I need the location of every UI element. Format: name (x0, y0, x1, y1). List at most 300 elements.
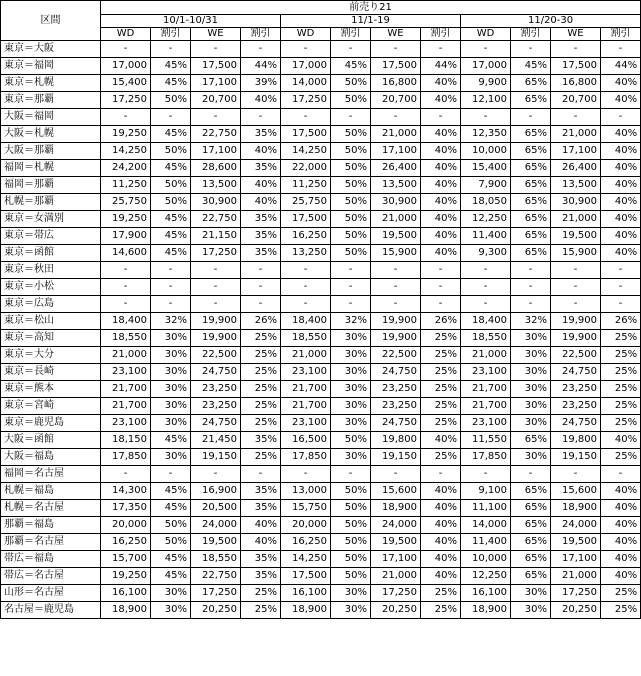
fare-cell: 17,900 (101, 228, 151, 245)
fare-cell: 15,400 (461, 160, 511, 177)
discount-cell: 25% (601, 347, 641, 364)
route-cell: 東京＝女満別 (1, 211, 101, 228)
discount-cell: 40% (421, 483, 461, 500)
fare-cell: 16,500 (281, 432, 331, 449)
table-row (1, 160, 641, 177)
discount-cell: 40% (601, 483, 641, 500)
fare-cell: 18,900 (551, 500, 601, 517)
discount-cell: 40% (601, 568, 641, 585)
fare-cell: 17,250 (191, 245, 241, 262)
fare-cell: - (191, 296, 241, 313)
fare-cell: 21,000 (551, 126, 601, 143)
discount-cell: 25% (421, 364, 461, 381)
subcol-we: WE (551, 28, 601, 41)
discount-cell: 45% (151, 245, 191, 262)
route-cell: 福岡＝那覇 (1, 177, 101, 194)
discount-cell: 40% (421, 568, 461, 585)
fare-cell: 12,250 (461, 568, 511, 585)
discount-cell: 44% (421, 58, 461, 75)
fare-cell: 18,400 (101, 313, 151, 330)
discount-cell: 35% (241, 211, 281, 228)
fare-cell: 24,000 (191, 517, 241, 534)
fare-cell: 17,250 (551, 585, 601, 602)
fare-cell: 24,750 (551, 415, 601, 432)
fare-cell: - (281, 109, 331, 126)
discount-cell: 30% (151, 347, 191, 364)
fare-cell: 10,000 (461, 143, 511, 160)
discount-cell: 50% (331, 432, 371, 449)
discount-cell: 65% (511, 211, 551, 228)
fare-cell: 18,900 (461, 602, 511, 619)
route-cell: 東京＝熊本 (1, 381, 101, 398)
fare-cell: 17,500 (281, 126, 331, 143)
fare-cell: 21,000 (371, 568, 421, 585)
discount-cell: 35% (241, 432, 281, 449)
discount-cell: 40% (601, 211, 641, 228)
discount-cell: 65% (511, 92, 551, 109)
fare-cell: 19,900 (371, 330, 421, 347)
fare-cell: 13,500 (191, 177, 241, 194)
route-cell: 札幌＝名古屋 (1, 500, 101, 517)
discount-cell: 40% (421, 160, 461, 177)
discount-cell: 50% (151, 177, 191, 194)
table-header (1, 1, 641, 41)
discount-cell: - (511, 41, 551, 58)
subcol-discount: 割引 (151, 28, 191, 41)
fare-cell: 15,750 (281, 500, 331, 517)
fare-cell: - (101, 466, 151, 483)
route-cell: 大阪＝那覇 (1, 143, 101, 160)
discount-cell: 25% (241, 585, 281, 602)
fare-cell: 21,000 (101, 347, 151, 364)
discount-cell: - (151, 466, 191, 483)
discount-cell: 25% (241, 602, 281, 619)
table-row (1, 177, 641, 194)
fare-cell: 21,000 (551, 211, 601, 228)
fare-cell: 15,900 (551, 245, 601, 262)
fare-cell: - (281, 41, 331, 58)
discount-cell: 45% (151, 432, 191, 449)
fare-cell: 14,000 (461, 517, 511, 534)
discount-cell: 50% (331, 228, 371, 245)
fare-cell: 20,500 (191, 500, 241, 517)
discount-cell: 40% (601, 160, 641, 177)
table-row (1, 517, 641, 534)
route-cell: 大阪＝福岡 (1, 109, 101, 126)
fare-cell: 13,500 (371, 177, 421, 194)
discount-cell: 30% (511, 602, 551, 619)
discount-cell: 65% (511, 483, 551, 500)
discount-cell: 40% (241, 517, 281, 534)
table-row (1, 432, 641, 449)
discount-cell: - (511, 109, 551, 126)
discount-cell: 25% (421, 415, 461, 432)
discount-cell: 40% (601, 551, 641, 568)
fare-cell: - (281, 296, 331, 313)
route-cell: 山形＝名古屋 (1, 585, 101, 602)
discount-cell: 65% (511, 75, 551, 92)
fare-cell: 19,900 (191, 313, 241, 330)
fare-cell: - (461, 109, 511, 126)
discount-cell: - (511, 296, 551, 313)
fare-cell: 14,250 (281, 551, 331, 568)
discount-cell: 40% (241, 143, 281, 160)
fare-cell: 19,900 (371, 313, 421, 330)
fare-cell: 23,250 (551, 381, 601, 398)
discount-cell: 30% (511, 347, 551, 364)
discount-cell: - (421, 41, 461, 58)
fare-cell: 20,700 (371, 92, 421, 109)
fare-cell: 16,250 (101, 534, 151, 551)
fare-cell: 19,500 (371, 228, 421, 245)
fare-cell: 20,250 (371, 602, 421, 619)
fare-cell: - (371, 279, 421, 296)
fare-cell: 20,000 (101, 517, 151, 534)
fare-cell: - (371, 466, 421, 483)
route-cell: 東京＝高知 (1, 330, 101, 347)
fare-cell: - (461, 41, 511, 58)
discount-cell: 25% (601, 398, 641, 415)
fare-cell: 21,700 (281, 398, 331, 415)
fare-cell: 18,400 (281, 313, 331, 330)
period-header: 10/1-10/31 (101, 15, 281, 28)
discount-cell: 40% (601, 126, 641, 143)
fare-cell: 25,750 (101, 194, 151, 211)
fare-cell: 22,500 (551, 347, 601, 364)
fare-cell: - (191, 41, 241, 58)
discount-cell: - (601, 109, 641, 126)
table-row (1, 109, 641, 126)
discount-cell: - (421, 296, 461, 313)
fare-cell: 23,250 (551, 398, 601, 415)
fare-cell: 21,450 (191, 432, 241, 449)
discount-cell: 40% (421, 534, 461, 551)
route-cell: 札幌＝那覇 (1, 194, 101, 211)
fare-cell: 13,250 (281, 245, 331, 262)
fare-cell: 16,250 (281, 228, 331, 245)
discount-cell: 65% (511, 517, 551, 534)
fare-cell: 17,250 (191, 585, 241, 602)
discount-cell: 50% (331, 194, 371, 211)
fare-cell: 11,550 (461, 432, 511, 449)
discount-cell: - (421, 262, 461, 279)
discount-cell: - (331, 466, 371, 483)
group-title: 前売り21 (101, 1, 641, 15)
discount-cell: 30% (151, 364, 191, 381)
fare-cell: 20,700 (191, 92, 241, 109)
discount-cell: 45% (331, 58, 371, 75)
subcol-discount: 割引 (601, 28, 641, 41)
fare-cell: 19,150 (191, 449, 241, 466)
fare-cell: 21,700 (461, 381, 511, 398)
discount-cell: 65% (511, 126, 551, 143)
discount-cell: 30% (331, 381, 371, 398)
table-row (1, 449, 641, 466)
discount-cell: 40% (601, 92, 641, 109)
discount-cell: - (151, 296, 191, 313)
discount-cell: 45% (511, 58, 551, 75)
discount-cell: 25% (241, 381, 281, 398)
fare-cell: 11,400 (461, 534, 511, 551)
fare-cell: 18,900 (281, 602, 331, 619)
table-row (1, 551, 641, 568)
table-row (1, 143, 641, 160)
discount-cell: 40% (601, 517, 641, 534)
discount-cell: - (151, 109, 191, 126)
fare-cell: 13,000 (281, 483, 331, 500)
discount-cell: 30% (331, 364, 371, 381)
discount-cell: 30% (511, 398, 551, 415)
discount-cell: 40% (601, 75, 641, 92)
subcol-wd: WD (461, 28, 511, 41)
subcol-wd: WD (281, 28, 331, 41)
fare-cell: 7,900 (461, 177, 511, 194)
discount-cell: 30% (331, 585, 371, 602)
fare-cell: 23,250 (191, 381, 241, 398)
fare-cell: 17,350 (101, 500, 151, 517)
fare-cell: - (281, 262, 331, 279)
discount-cell: 40% (241, 92, 281, 109)
fare-cell: 23,100 (101, 415, 151, 432)
fare-cell: 18,550 (461, 330, 511, 347)
fare-cell: 19,150 (551, 449, 601, 466)
route-cell: 大阪＝福島 (1, 449, 101, 466)
fare-cell: 24,000 (371, 517, 421, 534)
discount-cell: 25% (421, 398, 461, 415)
discount-cell: 25% (601, 449, 641, 466)
subcol-discount: 割引 (511, 28, 551, 41)
route-cell: 東京＝長崎 (1, 364, 101, 381)
fare-cell: 17,100 (371, 143, 421, 160)
discount-cell: 25% (241, 364, 281, 381)
fare-cell: 17,100 (371, 551, 421, 568)
discount-cell: 65% (511, 143, 551, 160)
fare-cell: 19,900 (191, 330, 241, 347)
fare-cell: 11,250 (281, 177, 331, 194)
fare-cell: - (461, 296, 511, 313)
fare-cell: - (281, 466, 331, 483)
discount-cell: 26% (241, 313, 281, 330)
fare-cell: 17,850 (281, 449, 331, 466)
route-cell: 那覇＝福島 (1, 517, 101, 534)
discount-cell: - (331, 41, 371, 58)
discount-cell: 25% (241, 449, 281, 466)
fare-cell: 19,500 (191, 534, 241, 551)
discount-cell: - (601, 262, 641, 279)
subcol-we: WE (371, 28, 421, 41)
discount-cell: - (151, 41, 191, 58)
fare-cell: 18,900 (371, 500, 421, 517)
discount-cell: 30% (511, 381, 551, 398)
discount-cell: - (331, 296, 371, 313)
discount-cell: - (241, 296, 281, 313)
discount-cell: 30% (151, 585, 191, 602)
fare-cell: - (551, 262, 601, 279)
discount-cell: 40% (421, 211, 461, 228)
fare-cell: 17,100 (551, 551, 601, 568)
discount-cell: 30% (511, 364, 551, 381)
discount-cell: 35% (241, 228, 281, 245)
table-row (1, 415, 641, 432)
fare-cell: 19,500 (551, 228, 601, 245)
discount-cell: - (421, 466, 461, 483)
fare-cell: 15,600 (551, 483, 601, 500)
discount-cell: 25% (601, 415, 641, 432)
fare-cell: 16,900 (191, 483, 241, 500)
fare-cell: 25,750 (281, 194, 331, 211)
discount-cell: 50% (331, 483, 371, 500)
discount-cell: 40% (421, 75, 461, 92)
discount-cell: 65% (511, 194, 551, 211)
fare-cell: - (371, 109, 421, 126)
route-cell: 名古屋＝鹿児島 (1, 602, 101, 619)
fare-cell: - (371, 296, 421, 313)
fare-cell: - (551, 296, 601, 313)
fare-cell: 17,500 (281, 211, 331, 228)
discount-cell: 40% (421, 194, 461, 211)
fare-cell: 14,300 (101, 483, 151, 500)
discount-cell: 35% (241, 245, 281, 262)
discount-cell: 39% (241, 75, 281, 92)
discount-cell: 40% (601, 194, 641, 211)
fare-cell: 26,400 (551, 160, 601, 177)
fare-cell: 18,150 (101, 432, 151, 449)
fare-cell: 23,100 (461, 415, 511, 432)
fare-cell: 12,350 (461, 126, 511, 143)
fare-cell: 20,250 (191, 602, 241, 619)
table-row (1, 313, 641, 330)
fare-cell: 19,800 (551, 432, 601, 449)
fare-cell: - (551, 109, 601, 126)
fare-cell: 9,100 (461, 483, 511, 500)
fare-cell: 18,050 (461, 194, 511, 211)
discount-cell: 40% (601, 245, 641, 262)
discount-cell: 50% (331, 160, 371, 177)
discount-cell: 25% (601, 602, 641, 619)
fare-cell: 21,700 (461, 398, 511, 415)
subcol-discount: 割引 (331, 28, 371, 41)
discount-cell: - (241, 262, 281, 279)
fare-cell: 16,100 (101, 585, 151, 602)
fare-cell: 19,800 (371, 432, 421, 449)
fare-cell: 28,600 (191, 160, 241, 177)
fare-cell: 21,700 (101, 381, 151, 398)
fare-cell: 17,100 (191, 75, 241, 92)
route-cell: 東京＝札幌 (1, 75, 101, 92)
discount-cell: 45% (151, 58, 191, 75)
period-header: 11/1-19 (281, 15, 461, 28)
fare-cell: 19,500 (371, 534, 421, 551)
route-cell: 那覇＝名古屋 (1, 534, 101, 551)
fare-cell: 17,500 (191, 58, 241, 75)
fare-cell: 19,900 (551, 330, 601, 347)
fare-cell: - (101, 109, 151, 126)
fare-cell: 19,900 (551, 313, 601, 330)
discount-cell: - (151, 262, 191, 279)
discount-cell: 50% (331, 534, 371, 551)
fare-cell: 13,500 (551, 177, 601, 194)
fare-cell: 10,000 (461, 551, 511, 568)
fare-cell: 17,500 (281, 568, 331, 585)
discount-cell: 30% (511, 330, 551, 347)
discount-cell: 50% (331, 551, 371, 568)
fare-cell: - (191, 109, 241, 126)
route-cell: 東京＝松山 (1, 313, 101, 330)
discount-cell: - (511, 466, 551, 483)
discount-cell: 45% (151, 551, 191, 568)
fare-cell: 21,000 (281, 347, 331, 364)
fare-cell: 15,700 (101, 551, 151, 568)
discount-cell: - (151, 279, 191, 296)
table-row (1, 500, 641, 517)
subcol-wd: WD (101, 28, 151, 41)
fare-cell: - (101, 296, 151, 313)
discount-cell: 50% (151, 534, 191, 551)
fare-cell: 18,900 (101, 602, 151, 619)
discount-cell: - (241, 466, 281, 483)
discount-cell: 65% (511, 551, 551, 568)
route-cell: 東京＝秋田 (1, 262, 101, 279)
fare-cell: 23,100 (281, 364, 331, 381)
fare-cell: 11,100 (461, 500, 511, 517)
table-row (1, 466, 641, 483)
discount-cell: 45% (151, 483, 191, 500)
discount-cell: 32% (511, 313, 551, 330)
fare-cell: 24,750 (191, 415, 241, 432)
discount-cell: 30% (151, 602, 191, 619)
fare-cell: 21,000 (551, 568, 601, 585)
fare-cell: 20,000 (281, 517, 331, 534)
discount-cell: 45% (151, 75, 191, 92)
fare-cell: 22,750 (191, 126, 241, 143)
fare-cell: - (551, 279, 601, 296)
fare-cell: 23,100 (281, 415, 331, 432)
discount-cell: 35% (241, 568, 281, 585)
discount-cell: 40% (421, 177, 461, 194)
discount-cell: 32% (151, 313, 191, 330)
discount-cell: - (601, 466, 641, 483)
discount-cell: 50% (331, 75, 371, 92)
discount-cell: 30% (331, 602, 371, 619)
discount-cell: 45% (151, 160, 191, 177)
route-cell: 大阪＝札幌 (1, 126, 101, 143)
fare-cell: 17,100 (551, 143, 601, 160)
discount-cell: 25% (241, 415, 281, 432)
route-column-header: 区間 (1, 1, 101, 41)
discount-cell: 25% (241, 347, 281, 364)
discount-cell: 40% (601, 143, 641, 160)
discount-cell: 65% (511, 177, 551, 194)
table-row (1, 58, 641, 75)
fare-cell: 9,900 (461, 75, 511, 92)
fare-cell: 15,900 (371, 245, 421, 262)
discount-cell: 40% (601, 432, 641, 449)
discount-cell: 45% (151, 211, 191, 228)
fare-cell: 12,250 (461, 211, 511, 228)
fare-cell: 18,550 (281, 330, 331, 347)
discount-cell: 35% (241, 126, 281, 143)
table-row (1, 245, 641, 262)
table-row (1, 228, 641, 245)
discount-cell: 45% (151, 228, 191, 245)
table-row (1, 398, 641, 415)
discount-cell: 26% (421, 313, 461, 330)
table-row (1, 92, 641, 109)
fare-cell: 22,500 (371, 347, 421, 364)
route-cell: 帯広＝福島 (1, 551, 101, 568)
fare-cell: 24,750 (371, 415, 421, 432)
discount-cell: 50% (151, 143, 191, 160)
